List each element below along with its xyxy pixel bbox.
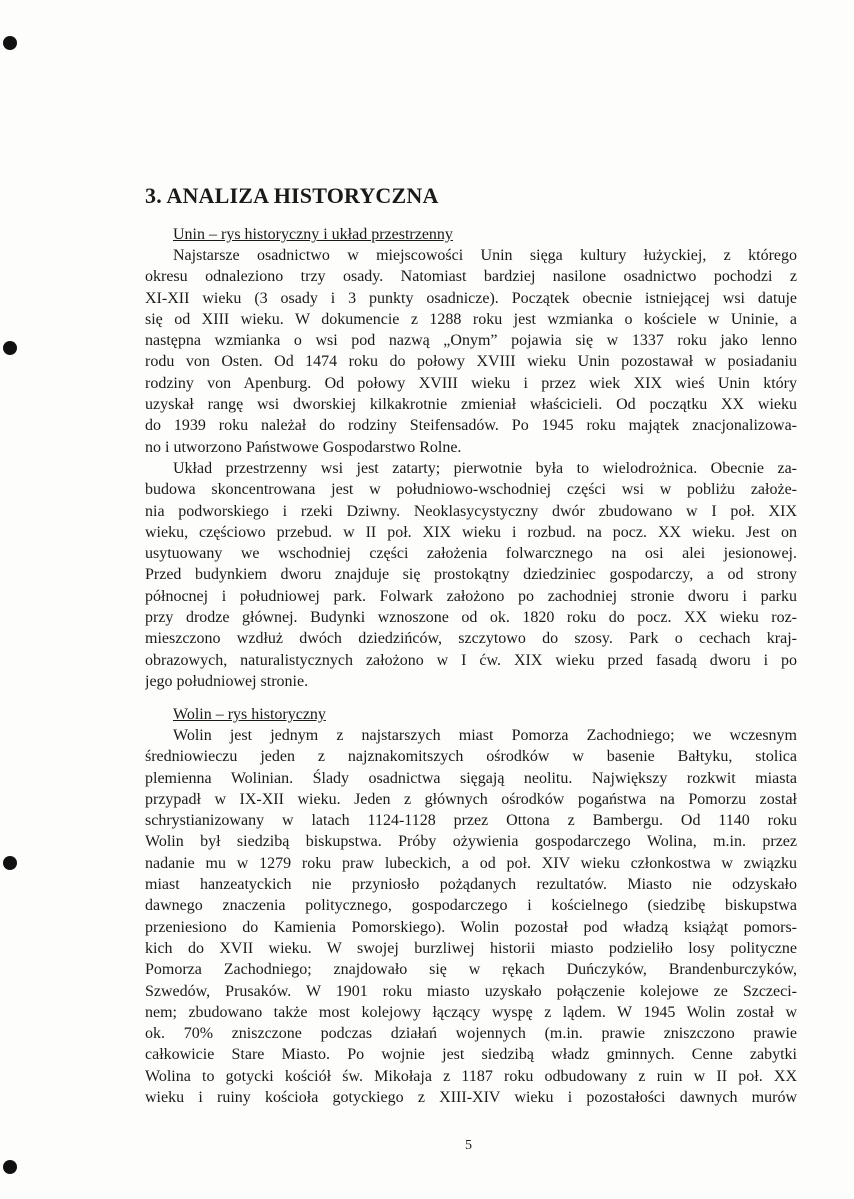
section-heading: 3. ANALIZA HISTORYCZNA <box>145 183 439 208</box>
text-line: Najstarsze osadnictwo w miejscowości Unin sięga kultury łużyckiej, z którego <box>173 247 797 264</box>
text-line: XI-XII wieku (3 osady i 3 punkty osadnicze). Początek obecnie istniejącej wsi datuje <box>145 289 797 307</box>
text-line: kich do XVII wieku. W swojej burzliwej historii miasto podzieliło losy polityczne <box>145 939 797 957</box>
text-line: no i utworzono Państwowe Gospodarstwo Rolne. <box>145 438 462 456</box>
text-line: Przed budynkiem dworu znajduje się prostokątny dziedziniec gospodarczy, a od strony <box>145 566 797 584</box>
text-line: nadanie mu w 1279 roku praw lubeckich, a od poł. XIV wieku członkostwa w związku <box>145 854 797 872</box>
text-line: usytuowany we wschodniej części założenia folwarcznego na osi alei jesionowej. <box>145 545 797 563</box>
text-line: średniowieczu jeden z najznakomitszych ośrodków w basenie Bałtyku, stolica <box>145 748 797 766</box>
text-line: plemienna Wolinian. Ślady osadnictwa sięgają neolitu. Największy rozkwit miasta <box>145 769 797 787</box>
text-line: Wolin jest jednym z najstarszych miast Pomorza Zachodniego; we wczesnym <box>173 727 797 744</box>
paragraph-wolin-history <box>145 725 797 1108</box>
text-line: przy drodze głównej. Budynki wznoszone od ok. 1820 roku do pocz. XX wieku roz- <box>145 609 797 627</box>
punch-hole <box>3 1160 17 1174</box>
text-line: północnej i południowej park. Folwark założono po zachodniej stronie dworu i parku <box>145 587 797 605</box>
text-line: przeniesiono do Kamienia Pomorskiego). Wolin pozostał pod władzą książąt pomors- <box>145 918 797 936</box>
text-line: do 1939 roku należał do rodziny Steifensadów. Po 1945 roku majątek znacjonalizowa- <box>145 417 797 435</box>
text-line: budowa skoncentrowana jest w południowo-wschodniej części wsi w pobliżu założe- <box>145 481 797 499</box>
text-line: Wolin był siedzibą biskupstwa. Próby ożywienia gospodarczego Wolina, m.in. przez <box>145 833 797 851</box>
text-line: Wolina to gotycki kościół św. Mikołaja z 1187 roku odbudowany z ruin w II poł. XX <box>145 1067 797 1085</box>
text-line: jego południowej stronie. <box>145 672 309 690</box>
text-line: wieku, częściowo przebud. w II poł. XIX wieku i rozbud. na pocz. XX wieku. Jest on <box>145 523 797 541</box>
text-line: ok. 70% zniszczone podczas działań wojennych (m.in. prawie zniszczono prawie <box>145 1025 797 1043</box>
punch-hole <box>3 856 17 870</box>
text-line: miast hanzeatyckich nie przyniosło pożądanych rezultatów. Miasto nie odzyskało <box>145 876 797 894</box>
text-line: rodziny von Apenburg. Od połowy XVIII wieku i przez wiek XIX wieś Unin który <box>145 374 797 392</box>
punch-hole <box>3 341 17 355</box>
text-line: Szwedów, Prusaków. W 1901 roku miasto uzyskało połączenie kolejowe ze Szczeci- <box>145 982 797 1000</box>
text-line: uzyskał rangę wsi dworskiej kilkakrotnie zmieniał właścicieli. Od początku XX wieku <box>145 396 797 414</box>
text-line: się od XIII wieku. W dokumencie z 1288 roku jest wzmianka o kościele w Uninie, a <box>145 310 797 328</box>
section-unin <box>145 224 797 692</box>
text-line: dawnego znaczenia politycznego, gospodarczego i kościelnego (siedzibę biskupstwa <box>145 897 797 915</box>
subheading-unin: Unin – rys historyczny i układ przestrzenny <box>173 226 453 243</box>
text-line: nem; zbudowano także most kolejowy łączący wyspę z lądem. W 1945 Wolin został w <box>145 1003 797 1021</box>
text-line: następna wzmianka o wsi pod nazwą „Onym” pojawia się w 1337 roku jako lenno <box>145 332 797 350</box>
text-line: Pomorza Zachodniego; znajdowało się w rękach Duńczyków, Brandenburczyków, <box>145 961 797 979</box>
paragraph-unin-history <box>145 245 797 458</box>
paragraph-unin-layout <box>145 458 797 692</box>
text-line: nia podworskiego i rzeki Dziwny. Neoklasycystyczny dwór zbudowano w I poł. XIX <box>145 502 797 520</box>
text-line: rodu von Osten. Od 1474 roku do połowy XVIII wieku Unin pozostawał w posiadaniu <box>145 353 797 371</box>
page-number: 5 <box>465 1138 472 1153</box>
text-line: obrazowych, naturalistycznych założono w I ćw. XIX wieku przed fasadą dworu i po <box>145 651 797 669</box>
text-line: schrystianizowany w latach 1124-1128 przez Ottona z Bambergu. Od 1140 roku <box>145 812 797 830</box>
text-line: mieszczono wzdłuż dwóch dziedzińców, szczytowo do szosy. Park o cechach kraj- <box>145 630 797 648</box>
subheading-wolin: Wolin – rys historyczny <box>173 706 326 723</box>
section-wolin <box>145 704 797 1108</box>
text-line: Układ przestrzenny wsi jest zatarty; pierwotnie była to wielodrożnica. Obecnie za- <box>173 459 797 477</box>
text-line: okresu odnaleziono trzy osady. Natomiast bardziej nasilone osadnictwo pochodzi z <box>145 268 797 286</box>
text-line: przypadł w IX-XII wieku. Jeden z głównych ośrodków pogaństwa na Pomorzu został <box>145 790 797 808</box>
text-line: wieku i ruiny kościoła gotyckiego z XIII-XIV wieku i pozostałości dawnych murów <box>145 1089 797 1107</box>
text-line: całkowicie Stare Miasto. Po wojnie jest siedzibą władz gminnych. Cenne zabytki <box>145 1046 797 1064</box>
punch-hole <box>3 36 17 50</box>
